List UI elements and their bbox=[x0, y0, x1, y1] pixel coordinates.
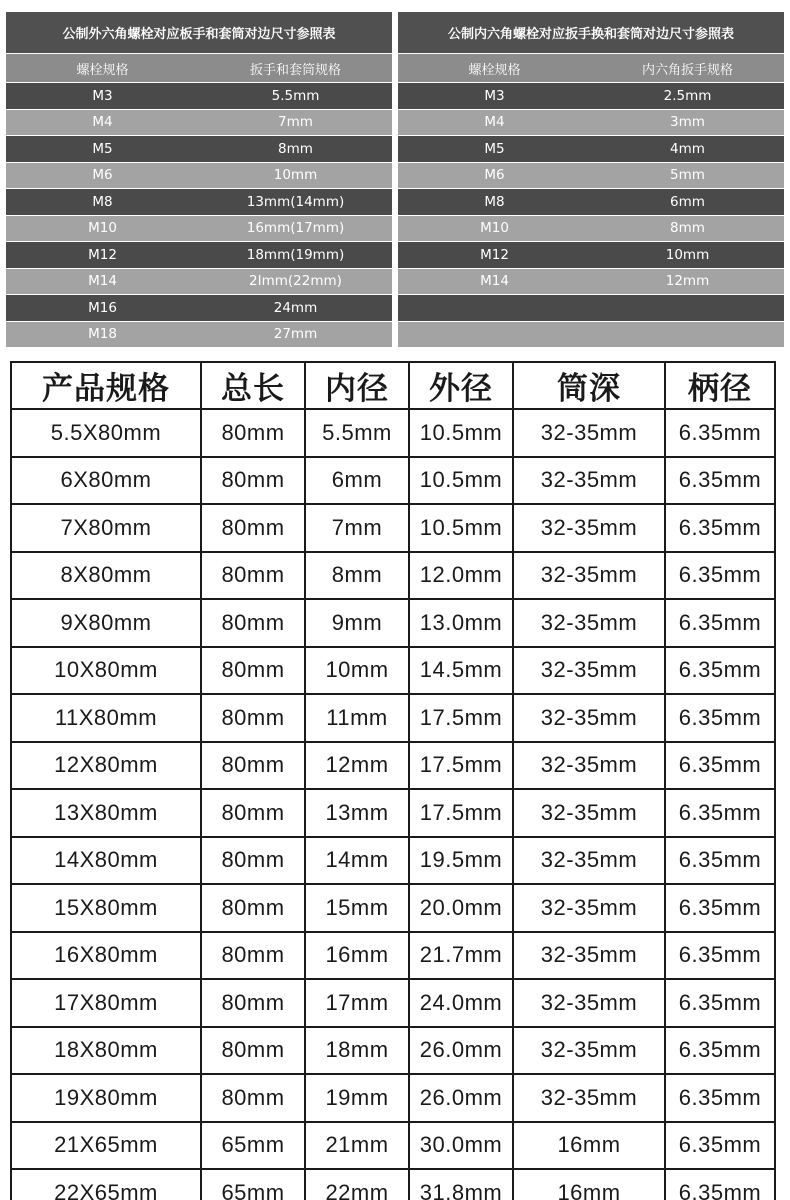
socket-depth-cell: 32-35mm bbox=[513, 599, 665, 647]
table-row bbox=[11, 884, 775, 932]
product-spec-cell: 18X80mm bbox=[11, 1027, 201, 1075]
table-row bbox=[398, 82, 784, 109]
header-product-spec: 产品规格 bbox=[11, 362, 201, 409]
bolt-size-cell: M12 bbox=[480, 246, 509, 263]
socket-depth-cell: 32-35mm bbox=[513, 457, 665, 505]
shank-diameter-cell: 6.35mm bbox=[665, 932, 775, 980]
product-spec-table bbox=[10, 361, 776, 1200]
table-row bbox=[6, 135, 392, 162]
table-row bbox=[398, 321, 784, 348]
wrench-size-cell: 27mm bbox=[273, 326, 318, 343]
table-row bbox=[11, 837, 775, 885]
shank-diameter-cell: 6.35mm bbox=[665, 1169, 775, 1200]
socket-depth-cell: 32-35mm bbox=[513, 504, 665, 552]
bolt-size-cell bbox=[398, 295, 591, 321]
total-length-cell: 80mm bbox=[201, 504, 305, 552]
product-spec-cell: 8X80mm bbox=[11, 552, 201, 600]
bolt-size-cell: M6 bbox=[92, 167, 113, 184]
table-title: 公制内六角螺栓对应扳手换和套筒对边尺寸参照表 bbox=[398, 12, 784, 54]
bolt-size-cell: M14 bbox=[480, 273, 509, 290]
outer-diameter-cell: 17.5mm bbox=[409, 742, 513, 790]
total-length-cell: 65mm bbox=[201, 1122, 305, 1170]
bolt-size-cell: M12 bbox=[88, 246, 117, 263]
socket-depth-cell: 32-35mm bbox=[513, 837, 665, 885]
total-length-cell: 80mm bbox=[201, 694, 305, 742]
shank-diameter-cell: 6.35mm bbox=[665, 599, 775, 647]
table-row bbox=[11, 1027, 775, 1075]
shank-diameter-cell: 6.35mm bbox=[665, 1027, 775, 1075]
wrench-size-cell: 8mm bbox=[278, 140, 313, 157]
table-body bbox=[6, 82, 392, 347]
inner-diameter-cell: 7mm bbox=[305, 504, 409, 552]
product-spec-cell: 11X80mm bbox=[11, 694, 201, 742]
header-total-length: 总长 bbox=[201, 362, 305, 409]
total-length-cell: 80mm bbox=[201, 742, 305, 790]
product-spec-cell: 13X80mm bbox=[11, 789, 201, 837]
table-row bbox=[6, 294, 392, 321]
product-spec-cell: 14X80mm bbox=[11, 837, 201, 885]
outer-diameter-cell: 10.5mm bbox=[409, 504, 513, 552]
wrench-size-cell: 5mm bbox=[670, 167, 705, 184]
header-socket-depth: 筒深 bbox=[513, 362, 665, 409]
table-row bbox=[11, 1122, 775, 1170]
internal-hex-reference-table bbox=[398, 12, 784, 347]
bolt-size-cell: M3 bbox=[92, 87, 113, 104]
table-row bbox=[6, 241, 392, 268]
shank-diameter-cell: 6.35mm bbox=[665, 409, 775, 457]
table-row bbox=[6, 321, 392, 348]
inner-diameter-cell: 6mm bbox=[305, 457, 409, 505]
shank-diameter-cell: 6.35mm bbox=[665, 504, 775, 552]
outer-diameter-cell: 19.5mm bbox=[409, 837, 513, 885]
inner-diameter-cell: 5.5mm bbox=[305, 409, 409, 457]
bolt-size-cell: M5 bbox=[484, 140, 505, 157]
outer-diameter-cell: 31.8mm bbox=[409, 1169, 513, 1200]
outer-diameter-cell: 13.0mm bbox=[409, 599, 513, 647]
header-shank-diameter: 柄径 bbox=[665, 362, 775, 409]
wrench-size-cell: 10mm bbox=[273, 167, 318, 184]
table-row bbox=[11, 599, 775, 647]
bolt-size-cell: M5 bbox=[92, 140, 113, 157]
table-row bbox=[398, 294, 784, 321]
product-spec-cell: 16X80mm bbox=[11, 932, 201, 980]
total-length-cell: 80mm bbox=[201, 457, 305, 505]
table-row bbox=[11, 457, 775, 505]
shank-diameter-cell: 6.35mm bbox=[665, 789, 775, 837]
outer-diameter-cell: 10.5mm bbox=[409, 457, 513, 505]
shank-diameter-cell: 6.35mm bbox=[665, 694, 775, 742]
column-header: 扳手和套筒规格 bbox=[249, 62, 341, 78]
inner-diameter-cell: 22mm bbox=[305, 1169, 409, 1200]
table-row bbox=[11, 1074, 775, 1122]
total-length-cell: 80mm bbox=[201, 789, 305, 837]
socket-depth-cell: 32-35mm bbox=[513, 932, 665, 980]
table-row bbox=[6, 215, 392, 242]
header-inner-diameter: 内径 bbox=[305, 362, 409, 409]
inner-diameter-cell: 9mm bbox=[305, 599, 409, 647]
table-row bbox=[398, 188, 784, 215]
table-body bbox=[11, 409, 775, 1200]
header-outer-diameter: 外径 bbox=[409, 362, 513, 409]
shank-diameter-cell: 6.35mm bbox=[665, 742, 775, 790]
total-length-cell: 80mm bbox=[201, 979, 305, 1027]
bolt-size-cell: M14 bbox=[88, 273, 117, 290]
product-spec-cell: 12X80mm bbox=[11, 742, 201, 790]
table-row bbox=[11, 742, 775, 790]
socket-depth-cell: 32-35mm bbox=[513, 694, 665, 742]
product-spec-cell: 21X65mm bbox=[11, 1122, 201, 1170]
wrench-size-cell: 10mm bbox=[665, 246, 710, 263]
column-header: 螺栓规格 bbox=[468, 62, 521, 78]
table-row bbox=[398, 215, 784, 242]
table-row bbox=[6, 188, 392, 215]
total-length-cell: 80mm bbox=[201, 599, 305, 647]
outer-diameter-cell: 12.0mm bbox=[409, 552, 513, 600]
wrench-size-cell: 13mm(14mm) bbox=[246, 193, 345, 210]
shank-diameter-cell: 6.35mm bbox=[665, 647, 775, 695]
product-spec-cell: 19X80mm bbox=[11, 1074, 201, 1122]
wrench-size-cell: 18mm(19mm) bbox=[246, 246, 345, 263]
shank-diameter-cell: 6.35mm bbox=[665, 552, 775, 600]
total-length-cell: 80mm bbox=[201, 1027, 305, 1075]
total-length-cell: 80mm bbox=[201, 647, 305, 695]
product-spec-cell: 17X80mm bbox=[11, 979, 201, 1027]
total-length-cell: 80mm bbox=[201, 552, 305, 600]
table-row bbox=[11, 552, 775, 600]
column-header: 螺栓规格 bbox=[76, 62, 129, 78]
table-header-row bbox=[6, 54, 392, 82]
product-spec-cell: 5.5X80mm bbox=[11, 409, 201, 457]
product-spec-cell: 6X80mm bbox=[11, 457, 201, 505]
bolt-size-cell: M18 bbox=[88, 326, 117, 343]
socket-depth-cell: 32-35mm bbox=[513, 1074, 665, 1122]
inner-diameter-cell: 19mm bbox=[305, 1074, 409, 1122]
outer-diameter-cell: 21.7mm bbox=[409, 932, 513, 980]
table-row bbox=[6, 82, 392, 109]
external-hex-reference-table bbox=[6, 12, 392, 347]
table-row bbox=[398, 135, 784, 162]
table-row bbox=[6, 109, 392, 136]
shank-diameter-cell: 6.35mm bbox=[665, 1122, 775, 1170]
total-length-cell: 65mm bbox=[201, 1169, 305, 1200]
table-row bbox=[11, 789, 775, 837]
table-row bbox=[11, 932, 775, 980]
wrench-size-cell: 16mm(17mm) bbox=[246, 220, 345, 237]
inner-diameter-cell: 12mm bbox=[305, 742, 409, 790]
total-length-cell: 80mm bbox=[201, 837, 305, 885]
socket-depth-cell: 32-35mm bbox=[513, 647, 665, 695]
socket-depth-cell: 32-35mm bbox=[513, 789, 665, 837]
bolt-size-cell: M8 bbox=[92, 193, 113, 210]
total-length-cell: 80mm bbox=[201, 884, 305, 932]
table-header-row bbox=[398, 54, 784, 82]
product-spec-cell: 9X80mm bbox=[11, 599, 201, 647]
inner-diameter-cell: 18mm bbox=[305, 1027, 409, 1075]
table-body bbox=[398, 82, 784, 347]
bolt-size-cell: M4 bbox=[484, 114, 505, 131]
wrench-size-cell bbox=[591, 322, 784, 348]
wrench-size-cell: 24mm bbox=[273, 299, 318, 316]
outer-diameter-cell: 24.0mm bbox=[409, 979, 513, 1027]
bolt-size-cell: M10 bbox=[480, 220, 509, 237]
bolt-size-cell: M16 bbox=[88, 299, 117, 316]
socket-depth-cell: 32-35mm bbox=[513, 742, 665, 790]
bolt-size-cell: M8 bbox=[484, 193, 505, 210]
wrench-size-cell bbox=[591, 295, 784, 321]
socket-depth-cell: 16mm bbox=[513, 1122, 665, 1170]
inner-diameter-cell: 8mm bbox=[305, 552, 409, 600]
table-row bbox=[398, 162, 784, 189]
wrench-size-cell: 12mm bbox=[665, 273, 710, 290]
socket-depth-cell: 32-35mm bbox=[513, 409, 665, 457]
wrench-size-cell: 6mm bbox=[670, 193, 705, 210]
table-row bbox=[6, 162, 392, 189]
shank-diameter-cell: 6.35mm bbox=[665, 457, 775, 505]
outer-diameter-cell: 17.5mm bbox=[409, 694, 513, 742]
shank-diameter-cell: 6.35mm bbox=[665, 979, 775, 1027]
inner-diameter-cell: 13mm bbox=[305, 789, 409, 837]
product-spec-cell: 15X80mm bbox=[11, 884, 201, 932]
table-row bbox=[11, 694, 775, 742]
socket-depth-cell: 32-35mm bbox=[513, 1027, 665, 1075]
table-row bbox=[11, 504, 775, 552]
wrench-size-cell: 8mm bbox=[670, 220, 705, 237]
inner-diameter-cell: 11mm bbox=[305, 694, 409, 742]
product-spec-cell: 7X80mm bbox=[11, 504, 201, 552]
outer-diameter-cell: 26.0mm bbox=[409, 1074, 513, 1122]
table-header-row bbox=[11, 362, 775, 409]
table-row bbox=[11, 1169, 775, 1200]
wrench-size-cell: 2.5mm bbox=[663, 87, 712, 104]
outer-diameter-cell: 14.5mm bbox=[409, 647, 513, 695]
total-length-cell: 80mm bbox=[201, 1074, 305, 1122]
bolt-size-cell: M4 bbox=[92, 114, 113, 131]
bolt-size-cell bbox=[398, 322, 591, 348]
wrench-size-cell: 7mm bbox=[278, 114, 313, 131]
inner-diameter-cell: 14mm bbox=[305, 837, 409, 885]
outer-diameter-cell: 20.0mm bbox=[409, 884, 513, 932]
outer-diameter-cell: 26.0mm bbox=[409, 1027, 513, 1075]
wrench-size-cell: 5.5mm bbox=[271, 87, 320, 104]
table-row bbox=[398, 241, 784, 268]
wrench-size-cell: 2Imm(22mm) bbox=[249, 273, 342, 290]
inner-diameter-cell: 10mm bbox=[305, 647, 409, 695]
inner-diameter-cell: 21mm bbox=[305, 1122, 409, 1170]
bolt-size-cell: M6 bbox=[484, 167, 505, 184]
shank-diameter-cell: 6.35mm bbox=[665, 837, 775, 885]
socket-depth-cell: 16mm bbox=[513, 1169, 665, 1200]
outer-diameter-cell: 17.5mm bbox=[409, 789, 513, 837]
bolt-size-cell: M3 bbox=[484, 87, 505, 104]
bolt-size-cell: M10 bbox=[88, 220, 117, 237]
socket-depth-cell: 32-35mm bbox=[513, 884, 665, 932]
table-row bbox=[11, 409, 775, 457]
table-row bbox=[11, 647, 775, 695]
product-spec-cell: 22X65mm bbox=[11, 1169, 201, 1200]
socket-depth-cell: 32-35mm bbox=[513, 552, 665, 600]
table-row bbox=[398, 109, 784, 136]
outer-diameter-cell: 30.0mm bbox=[409, 1122, 513, 1170]
shank-diameter-cell: 6.35mm bbox=[665, 884, 775, 932]
total-length-cell: 80mm bbox=[201, 932, 305, 980]
socket-depth-cell: 32-35mm bbox=[513, 979, 665, 1027]
table-row bbox=[398, 268, 784, 295]
inner-diameter-cell: 16mm bbox=[305, 932, 409, 980]
table-title: 公制外六角螺栓对应板手和套筒对边尺寸参照表 bbox=[6, 12, 392, 54]
table-row bbox=[6, 268, 392, 295]
wrench-size-cell: 4mm bbox=[670, 140, 705, 157]
wrench-size-cell: 3mm bbox=[670, 114, 705, 131]
product-spec-cell: 10X80mm bbox=[11, 647, 201, 695]
outer-diameter-cell: 10.5mm bbox=[409, 409, 513, 457]
table-row bbox=[11, 979, 775, 1027]
total-length-cell: 80mm bbox=[201, 409, 305, 457]
inner-diameter-cell: 17mm bbox=[305, 979, 409, 1027]
inner-diameter-cell: 15mm bbox=[305, 884, 409, 932]
shank-diameter-cell: 6.35mm bbox=[665, 1074, 775, 1122]
column-header: 内六角扳手规格 bbox=[641, 62, 733, 78]
